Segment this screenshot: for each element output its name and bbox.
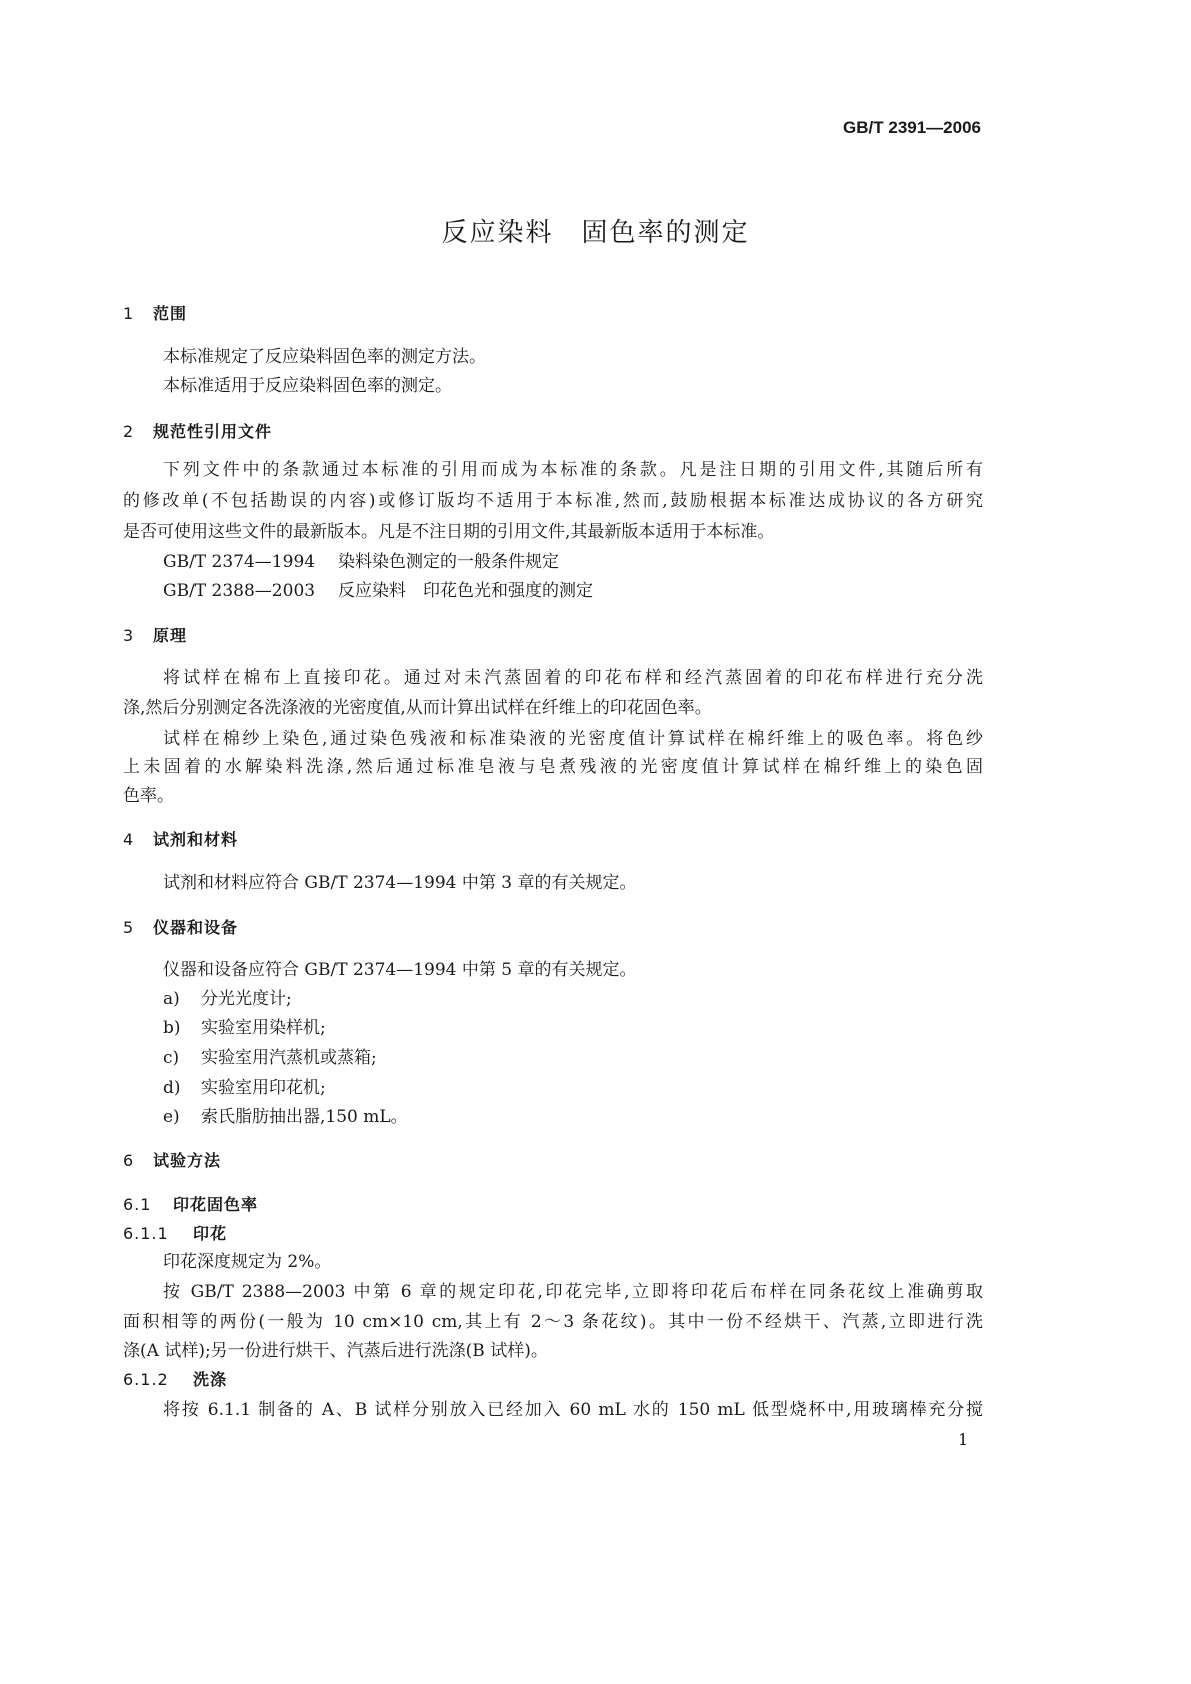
list-text: 实验室用印花机; — [201, 1078, 326, 1098]
paragraph-line: 本标准规定了反应染料固色率的测定方法。 — [163, 347, 486, 367]
list-text: 分光光度计; — [201, 989, 292, 1009]
section-title: 印花固色率 — [173, 1195, 259, 1214]
section-title: 规范性引用文件 — [153, 422, 273, 441]
title-part2: 固色率的测定 — [581, 218, 750, 248]
paragraph-line: 将试样在棉布上直接印花。通过对未汽蒸固着的印花布样和经汽蒸固着的印花布样进行充分洗 — [163, 668, 983, 688]
paragraph-line: 试样在棉纱上染色,通过染色残液和标准染液的光密度值计算试样在棉纤维上的吸色率。将色纱 — [163, 729, 983, 749]
paragraph-line: 涤,然后分别测定各洗涤液的光密度值,从而计算出试样在纤维上的印花固色率。 — [123, 698, 712, 718]
list-marker: e) — [163, 1107, 180, 1127]
section-2-heading — [123, 421, 983, 443]
list-marker: b) — [163, 1018, 181, 1038]
section-number: 4 — [123, 830, 135, 849]
reference-title: 反应染料 印花色光和强度的测定 — [338, 581, 593, 601]
reference-code: GB/T 2388—2003 — [163, 581, 316, 601]
section-number: 6.1.1 — [123, 1224, 169, 1243]
paragraph-line: 的修改单(不包括勘误的内容)或修订版均不适用于本标准,然而,鼓励根据本标准达成协议的各方研究 — [123, 491, 983, 511]
paragraph-line: 下列文件中的条款通过本标准的引用而成为本标准的条款。凡是注日期的引用文件,其随后所有 — [163, 460, 983, 480]
section-number: 5 — [123, 918, 135, 937]
list-item — [163, 1047, 983, 1069]
title-part1: 反应染料 — [441, 218, 554, 248]
paragraph-line: 色率。 — [123, 786, 174, 806]
section-number: 2 — [123, 422, 135, 441]
list-text: 实验室用汽蒸机或蒸箱; — [201, 1048, 377, 1068]
list-text: 实验室用染样机; — [201, 1018, 326, 1038]
paragraph-line: 印花深度规定为 2%。 — [163, 1252, 332, 1272]
list-item — [163, 1017, 983, 1039]
reference-item — [163, 580, 983, 602]
section-title: 范围 — [153, 304, 188, 323]
section-number: 6.1 — [123, 1195, 152, 1214]
reference-title: 染料染色测定的一般条件规定 — [338, 552, 559, 572]
section-6-heading — [123, 1150, 983, 1172]
paragraph-line: 是否可使用这些文件的最新版本。凡是不注日期的引用文件,其最新版本适用于本标准。 — [123, 522, 775, 542]
list-text: 索氏脂肪抽出器,150 mL。 — [201, 1107, 408, 1127]
paragraph-line: 仪器和设备应符合 GB/T 2374—1994 中第 5 章的有关规定。 — [163, 960, 637, 980]
section-number: 1 — [123, 304, 135, 323]
section-title: 试剂和材料 — [153, 830, 239, 849]
reference-item — [163, 551, 983, 573]
list-marker: d) — [163, 1078, 181, 1098]
section-title: 试验方法 — [153, 1151, 222, 1170]
section-6-1-1-heading — [123, 1223, 983, 1245]
list-item — [163, 988, 983, 1010]
list-item — [163, 1106, 983, 1128]
paragraph-line: 面积相等的两份(一般为 10 cm×10 cm,其上有 2～3 条花纹)。其中一份不经烘干、汽蒸,立即进行洗 — [123, 1312, 983, 1332]
paragraph-line: 涤(A 试样);另一份进行烘干、汽蒸后进行洗涤(B 试样)。 — [123, 1341, 548, 1361]
section-6-1-heading — [123, 1194, 983, 1216]
section-6-1-2-heading — [123, 1369, 983, 1391]
document-title — [0, 212, 1191, 249]
section-title: 洗涤 — [193, 1370, 228, 1389]
section-title: 印花 — [193, 1224, 228, 1243]
section-4-heading — [123, 829, 983, 851]
section-title: 仪器和设备 — [153, 918, 239, 937]
section-5-heading — [123, 917, 983, 939]
list-item — [163, 1077, 983, 1099]
section-title: 原理 — [153, 626, 188, 645]
section-number: 3 — [123, 626, 135, 645]
list-marker: c) — [163, 1048, 180, 1068]
page-number: 1 — [958, 1430, 969, 1449]
paragraph-line: 按 GB/T 2388—2003 中第 6 章的规定印花,印花完毕,立即将印花后布样在同条花纹上准确剪取 — [163, 1282, 983, 1302]
paragraph-line: 试剂和材料应符合 GB/T 2374—1994 中第 3 章的有关规定。 — [163, 873, 637, 893]
reference-code: GB/T 2374—1994 — [163, 552, 316, 572]
paragraph-line: 本标准适用于反应染料固色率的测定。 — [163, 376, 452, 396]
standard-number: GB/T 2391—2006 — [843, 118, 981, 137]
section-number: 6.1.2 — [123, 1370, 169, 1389]
paragraph-line: 上未固着的水解染料洗涤,然后通过标准皂液与皂煮残液的光密度值计算试样在棉纤维上的染色固 — [123, 757, 983, 777]
section-number: 6 — [123, 1151, 135, 1170]
paragraph-line: 将按 6.1.1 制备的 A、B 试样分别放入已经加入 60 mL 水的 150 mL 低型烧杯中,用玻璃棒充分搅 — [163, 1400, 983, 1420]
section-1-heading — [123, 303, 983, 325]
list-marker: a) — [163, 989, 180, 1009]
section-3-heading — [123, 625, 983, 647]
